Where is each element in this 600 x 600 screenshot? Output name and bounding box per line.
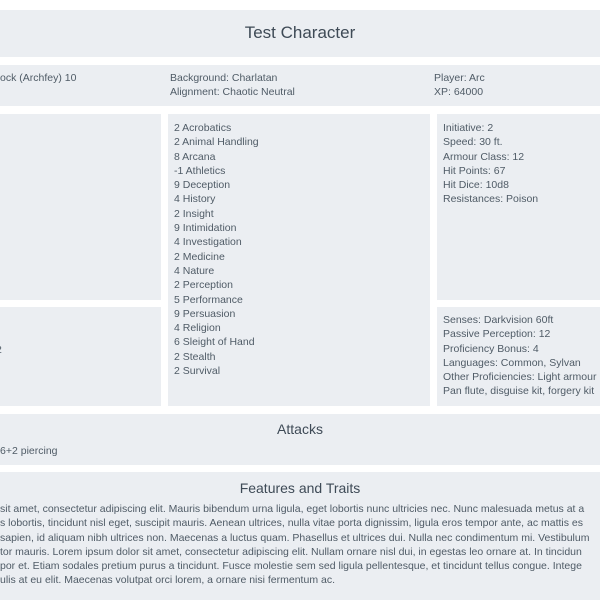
left-upper-panel	[0, 114, 161, 300]
features-line: sapien, id aliquam nibh ultrices non. Maecenas a luctus quam. Phasellus et ultrices dui. Nulla nec condimentum mi. Vestibulum	[0, 531, 590, 544]
skill-item: 2 Perception	[174, 279, 233, 292]
left-lower-value	[0, 343, 2, 357]
skill-item: 8 Arcana	[174, 150, 216, 163]
skill-item: 2 Insight	[174, 207, 214, 220]
skill-item: 6 Sleight of Hand	[174, 336, 255, 349]
features-line: por et. Etiam sodales pretium purus a tincidunt. Fusce molestie sem sed ligula pellentesque, et tincidunt tellus congue. Intege	[0, 560, 582, 573]
features-title: Features and Traits	[239, 480, 361, 496]
skill-item: 9 Intimidation	[174, 222, 237, 235]
senses-list	[443, 313, 596, 399]
alignment: Alignment: Chaotic Neutral	[170, 86, 295, 98]
left-lower-panel	[0, 307, 161, 406]
hit-dice: Hit Dice: 10d8	[443, 179, 509, 192]
class-level: ock (Archfey) 10	[0, 72, 77, 84]
passive-perception: Passive Perception: 12	[443, 328, 551, 341]
xp: XP: 64000	[434, 86, 484, 98]
skill-item: 4 Religion	[174, 322, 221, 335]
character-info-bar	[0, 65, 600, 106]
combat-stats-list	[443, 121, 538, 207]
skill-item: 2 Acrobatics	[174, 122, 232, 134]
attacks-title: Attacks	[277, 421, 323, 437]
skill-item: 2 Stealth	[174, 350, 216, 363]
features-line: sit amet, consectetur adipiscing elit. Mauris bibendum urna ligula, eget lobortis nunc ultricies nec. Nunc malesuada metus at a	[0, 503, 585, 515]
attack-entry: 6+2 piercing	[0, 445, 58, 457]
initiative: Initiative: 2	[443, 122, 494, 134]
skill-item: 4 Nature	[174, 264, 215, 277]
attacks-panel	[0, 414, 600, 465]
features-line: ulis at eu elit. Maecenas volutpat orci lorem, a ornare nisi fermentum ac.	[0, 574, 335, 587]
armour-class: Armour Class: 12	[443, 150, 525, 163]
skill-item: 9 Persuasion	[174, 307, 236, 320]
skill-item: 5 Performance	[174, 293, 243, 306]
tool-proficiencies: Pan flute, disguise kit, forgery kit	[443, 385, 595, 398]
features-line: s lobortis, tincidunt nisl eget, suscipit mauris. Aenean ultrices, nulla vitae porta dignissim, ligula eros tempor ante, ac mattis es	[0, 517, 584, 530]
skill-item: 2 Survival	[174, 365, 221, 378]
features-panel	[0, 472, 600, 600]
skill-item: 2 Medicine	[174, 250, 225, 263]
other-proficiencies: Other Proficiencies: Light armour	[443, 371, 597, 384]
skill-item: 4 History	[174, 193, 216, 206]
features-line: tor mauris. Lorem ipsum dolor sit amet, consectetur adipiscing elit. Nullam ornare nisl dui, in egestas leo ornare at. In tincidun	[0, 545, 582, 558]
player: Player: Arc	[434, 72, 485, 84]
hit-points: Hit Points: 67	[443, 164, 506, 177]
features-text	[0, 502, 589, 588]
character-name: Test Character	[244, 23, 356, 42]
speed: Speed: 30 ft.	[443, 136, 503, 149]
proficiency-bonus: Proficiency Bonus: 4	[443, 342, 539, 355]
senses: Senses: Darkvision 60ft	[443, 314, 554, 326]
skills-panel	[168, 114, 430, 406]
skill-item: 2 Animal Handling	[174, 136, 259, 149]
character-header	[0, 10, 600, 57]
skills-list	[174, 121, 259, 378]
background: Background: Charlatan	[170, 72, 278, 84]
skill-item: -1 Athletics	[174, 164, 226, 177]
resistances: Resistances: Poison	[443, 193, 539, 206]
skill-item: 4 Investigation	[174, 236, 242, 249]
combat-stats-panel	[437, 114, 600, 300]
languages: Languages: Common, Sylvan	[443, 356, 581, 369]
senses-proficiencies-panel	[437, 307, 600, 406]
skill-item: 9 Deception	[174, 179, 231, 192]
